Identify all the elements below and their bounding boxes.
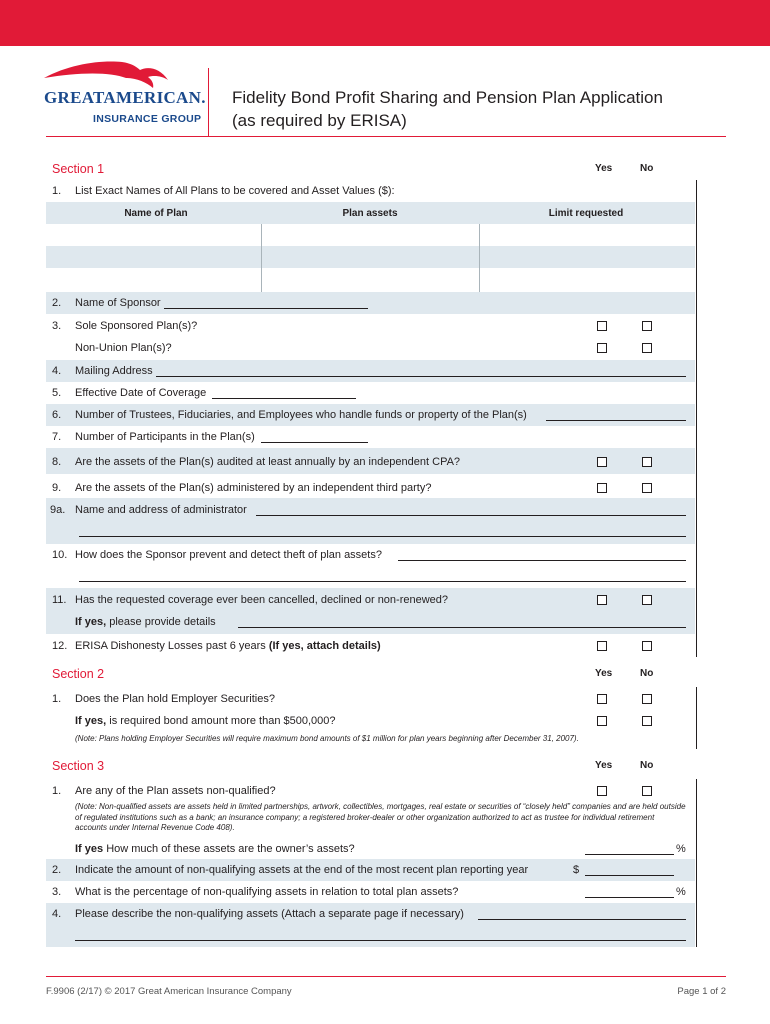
s2-q1-yes-checkbox[interactable] xyxy=(597,694,607,704)
yes-column-label: Yes xyxy=(595,760,613,771)
percent-sign: % xyxy=(676,843,686,855)
section-3-body xyxy=(46,779,697,947)
q9-yes-checkbox[interactable] xyxy=(597,483,607,493)
question-6: 6. Number of Trustees, Fiduciaries, and Employees who handle funds or property of the Plan(s) xyxy=(46,404,695,426)
col-plan-assets: Plan assets xyxy=(342,208,398,219)
question-11-text: Has the requested coverage ever been cancelled, declined or non-renewed? xyxy=(75,594,449,606)
section-1-header xyxy=(46,158,696,182)
section-2-body xyxy=(46,687,697,749)
question-2: 2. Name of Sponsor xyxy=(46,292,695,314)
question-4-text: Mailing Address xyxy=(75,365,153,377)
administrator-field-line-2[interactable] xyxy=(79,535,686,537)
section-2-header xyxy=(46,663,696,687)
question-6-text: Number of Trustees, Fiduciaries, and Employees who handle funds or property of the Plan(s) xyxy=(75,409,527,421)
q11-yes-checkbox[interactable] xyxy=(597,595,607,605)
effective-date-field[interactable] xyxy=(212,397,356,399)
coverage-details-field[interactable] xyxy=(238,626,686,628)
percent-sign: % xyxy=(676,886,686,898)
question-1-text: List Exact Names of All Plans to be covered and Asset Values ($): xyxy=(75,185,395,197)
no-column-label: No xyxy=(640,163,654,174)
q12-yes-checkbox[interactable] xyxy=(597,641,607,651)
question-3b-text: Non-Union Plan(s)? xyxy=(75,342,172,354)
q8-yes-checkbox[interactable] xyxy=(597,457,607,467)
non-qualifying-description-line-2[interactable] xyxy=(75,939,686,941)
section-3-q2-text: Indicate the amount of non-qualifying assets at the end of the most recent plan reporting year xyxy=(75,864,529,876)
q8-no-checkbox[interactable] xyxy=(642,457,652,467)
question-7-text: Number of Participants in the Plan(s) xyxy=(75,431,255,443)
section-2-note: (Note: Plans holding Employer Securities will require maximum bond amounts of $1 million for plan years beginning after December 31, 2007). xyxy=(75,734,579,743)
plan-row-3[interactable] xyxy=(46,268,695,292)
section-3-header xyxy=(46,755,696,779)
q3-yes-checkbox[interactable] xyxy=(597,321,607,331)
s3-q1-yes-checkbox[interactable] xyxy=(597,786,607,796)
section-3-q3-text: What is the percentage of non-qualifying assets in relation to total plan assets? xyxy=(75,886,459,898)
section-2-question-1: 1. Does the Plan hold Employer Securities? If yes, is required bond amount more than $500,000? (Note: Plans holding Employer Securities will require maximum bond amounts of $1 million for plan years beginning after December 31, 2007). xyxy=(46,687,695,749)
table-divider xyxy=(261,224,262,292)
plan-row-2[interactable] xyxy=(46,246,695,268)
question-9: 9. Are the assets of the Plan(s) administered by an independent third party? xyxy=(46,474,695,498)
q11-no-checkbox[interactable] xyxy=(642,595,652,605)
non-qualifying-percent-field[interactable] xyxy=(585,896,674,898)
sponsor-name-field[interactable] xyxy=(164,307,368,309)
section-3-q1b-text: If yes How much of these assets are the owner’s assets? xyxy=(75,843,355,855)
q3b-yes-checkbox[interactable] xyxy=(597,343,607,353)
mailing-address-field[interactable] xyxy=(156,375,686,377)
question-2-text: Name of Sponsor xyxy=(75,297,161,309)
q12-no-checkbox[interactable] xyxy=(642,641,652,651)
question-3: 3. Sole Sponsored Plan(s)? Non-Union Plan(s)? xyxy=(46,314,695,360)
question-10: 10. How does the Sponsor prevent and detect theft of plan assets? xyxy=(46,544,695,588)
question-10-text: How does the Sponsor prevent and detect theft of plan assets? xyxy=(75,549,382,561)
section-3-note: (Note: Non-qualified assets are assets held in limited partnerships, artwork, collectibles, mortgages, real estate or securities of “closely held” companies and are held outside of regulated institutions such as a bank; an insurance company; a registered broker-dealer or other organization authorized to act as trustee for individual retirement accounts under Internal Revenue Code 408). xyxy=(75,802,686,832)
header-divider xyxy=(208,68,209,136)
s2-q1-no-checkbox[interactable] xyxy=(642,694,652,704)
logo-wordmark: GREATAMERICAN. xyxy=(44,88,206,107)
section-3-question-3: 3. What is the percentage of non-qualifying assets in relation to total plan assets? % xyxy=(52,886,686,898)
top-accent-bar xyxy=(0,0,770,46)
section-1-body xyxy=(46,180,697,657)
section-3-question-2: 2. Indicate the amount of non-qualifying assets at the end of the most recent plan reporting year $ xyxy=(46,859,695,881)
section-1-title: Section 1 xyxy=(52,162,105,176)
question-5: 5. Effective Date of Coverage xyxy=(46,382,695,404)
header-rule xyxy=(46,136,726,137)
question-12: 12. ERISA Dishonesty Losses past 6 years (If yes, attach details) xyxy=(46,634,695,657)
question-3-text: Sole Sponsored Plan(s)? xyxy=(75,320,198,332)
page-number: Page 1 of 2 xyxy=(677,986,726,997)
non-qualifying-amount-field[interactable] xyxy=(585,874,674,876)
section-3-title: Section 3 xyxy=(52,759,105,773)
theft-prevention-line-2[interactable] xyxy=(79,580,686,582)
footer-rule xyxy=(46,976,726,977)
question-11: 11. Has the requested coverage ever been cancelled, declined or non-renewed? If yes, please provide details xyxy=(46,588,695,634)
section-2-q1b-text: If yes, is required bond amount more than $500,000? xyxy=(75,715,336,727)
section-3-q4-text: Please describe the non-qualifying assets (Attach a separate page if necessary) xyxy=(75,908,464,920)
logo-subtitle: INSURANCE GROUP xyxy=(93,113,202,125)
footer-form-number: F.9906 (2/17) © 2017 Great American Insurance Company xyxy=(46,986,292,997)
question-8-text: Are the assets of the Plan(s) audited at least annually by an independent CPA? xyxy=(75,456,461,468)
question-4: 4. Mailing Address xyxy=(46,360,695,382)
table-divider xyxy=(479,224,480,292)
s3-q1-no-checkbox[interactable] xyxy=(642,786,652,796)
title-line-2: (as required by ERISA) xyxy=(232,111,407,130)
q9-no-checkbox[interactable] xyxy=(642,483,652,493)
plan-row-1[interactable] xyxy=(46,224,695,246)
trustees-count-field[interactable] xyxy=(546,419,686,421)
question-8: 8. Are the assets of the Plan(s) audited at least annually by an independent CPA? xyxy=(46,448,695,474)
col-limit-requested: Limit requested xyxy=(548,208,624,219)
section-3-question-4: 4. Please describe the non-qualifying assets (Attach a separate page if necessary) xyxy=(46,903,695,947)
question-9-text: Are the assets of the Plan(s) administered by an independent third party? xyxy=(75,482,432,494)
participants-count-field[interactable] xyxy=(261,441,368,443)
administrator-field-line-1[interactable] xyxy=(256,514,686,516)
question-12-text: ERISA Dishonesty Losses past 6 years (If yes, attach details) xyxy=(75,640,381,652)
question-11b-text: If yes, please provide details xyxy=(75,616,216,628)
no-column-label: No xyxy=(640,668,654,679)
question-7: 7. Number of Participants in the Plan(s) xyxy=(46,426,695,448)
company-logo xyxy=(40,58,206,138)
q3b-no-checkbox[interactable] xyxy=(642,343,652,353)
title-line-1: Fidelity Bond Profit Sharing and Pension Plan Application xyxy=(232,88,663,107)
theft-prevention-line-1[interactable] xyxy=(398,559,686,561)
s2-q1b-no-checkbox[interactable] xyxy=(642,716,652,726)
section-3-question-1: 1. Are any of the Plan assets non-qualified? (Note: Non-qualified assets are assets held in limited partnerships, artwork, collectibles, mortgages, real estate or securities of “closely held” companies and are held outside of regulated institutions such as a bank; an insurance company; a registered broker-dealer or other organization authorized to act as trustee for individual retirement accounts under Internal Revenue Code 408). If yes How much of these assets are the owner’s assets? % xyxy=(52,785,686,855)
dollar-sign: $ xyxy=(573,864,580,876)
yes-column-label: Yes xyxy=(595,668,613,679)
question-9a-text: Name and address of administrator xyxy=(75,504,247,516)
question-9a: 9a. Name and address of administrator xyxy=(46,498,695,544)
no-column-label: No xyxy=(640,760,654,771)
col-name-of-plan: Name of Plan xyxy=(124,208,188,219)
plans-table-header xyxy=(46,202,695,224)
document-title xyxy=(232,86,663,132)
section-2-q1-text: Does the Plan hold Employer Securities? xyxy=(75,693,275,705)
non-qualifying-description-line-1[interactable] xyxy=(478,918,686,920)
s2-q1b-yes-checkbox[interactable] xyxy=(597,716,607,726)
q3-no-checkbox[interactable] xyxy=(642,321,652,331)
section-2-title: Section 2 xyxy=(52,667,105,681)
section-3-q1-text: Are any of the Plan assets non-qualified? xyxy=(75,785,276,797)
owner-assets-percent-field[interactable] xyxy=(585,853,674,855)
question-5-text: Effective Date of Coverage xyxy=(75,387,207,399)
yes-column-label: Yes xyxy=(595,163,613,174)
question-1: 1. List Exact Names of All Plans to be covered and Asset Values ($): xyxy=(52,185,395,197)
